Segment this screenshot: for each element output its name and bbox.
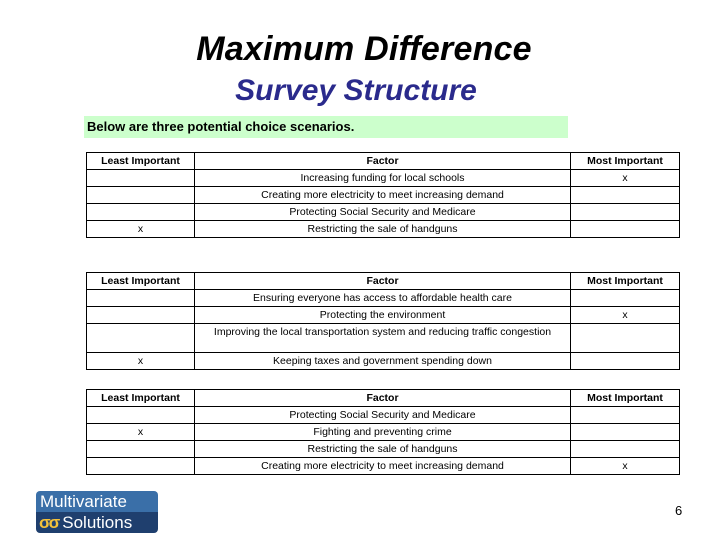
least-important-cell xyxy=(87,458,195,475)
least-important-cell xyxy=(87,307,195,324)
company-logo xyxy=(36,491,158,533)
factor-cell: Restricting the sale of handguns xyxy=(195,441,571,458)
factor-cell: Creating more electricity to meet increasing demand xyxy=(195,187,571,204)
table-row xyxy=(87,424,680,441)
factor-cell: Protecting the environment xyxy=(195,307,571,324)
most-important-cell xyxy=(571,424,680,441)
choice-scenario-3 xyxy=(86,389,680,475)
factor-cell: Protecting Social Security and Medicare xyxy=(195,407,571,424)
most-important-cell xyxy=(571,187,680,204)
logo-line-2: Solutions xyxy=(62,513,133,532)
table-row xyxy=(87,221,680,238)
table-row xyxy=(87,353,680,370)
table-row xyxy=(87,407,680,424)
most-important-cell xyxy=(571,221,680,238)
least-important-cell xyxy=(87,441,195,458)
header-most-important: Most Important xyxy=(571,390,680,407)
factor-cell: Keeping taxes and government spending down xyxy=(195,353,571,370)
most-important-cell xyxy=(571,290,680,307)
most-important-cell xyxy=(571,204,680,221)
choice-scenario-1 xyxy=(86,152,680,238)
factor-cell: Increasing funding for local schools xyxy=(195,170,571,187)
table-header-row xyxy=(87,273,680,290)
most-important-cell: x xyxy=(571,170,680,187)
slide-subtitle: Survey Structure xyxy=(235,74,477,107)
most-important-cell xyxy=(571,324,680,353)
table-row xyxy=(87,324,680,353)
logo-line-1: Multivariate xyxy=(36,491,158,512)
most-important-cell: x xyxy=(571,458,680,475)
most-important-cell xyxy=(571,353,680,370)
header-least-important: Least Important xyxy=(87,153,195,170)
least-important-cell xyxy=(87,170,195,187)
logo-line-2-row xyxy=(36,512,158,533)
table-row xyxy=(87,307,680,324)
table-row xyxy=(87,170,680,187)
least-important-cell: x xyxy=(87,353,195,370)
least-important-cell xyxy=(87,290,195,307)
header-least-important: Least Important xyxy=(87,390,195,407)
least-important-cell xyxy=(87,187,195,204)
header-least-important: Least Important xyxy=(87,273,195,290)
least-important-cell xyxy=(87,407,195,424)
least-important-cell xyxy=(87,324,195,353)
header-most-important: Most Important xyxy=(571,153,680,170)
table-row xyxy=(87,187,680,204)
choice-scenario-2 xyxy=(86,272,680,370)
page-number: 6 xyxy=(675,503,683,518)
table-row xyxy=(87,458,680,475)
factor-cell: Creating more electricity to meet increasing demand xyxy=(195,458,571,475)
factor-cell: Restricting the sale of handguns xyxy=(195,221,571,238)
header-factor: Factor xyxy=(195,273,571,290)
intro-banner: Below are three potential choice scenarios. xyxy=(84,116,568,138)
table-header-row xyxy=(87,153,680,170)
slide-title: Maximum Difference xyxy=(196,30,532,68)
header-most-important: Most Important xyxy=(571,273,680,290)
factor-cell: Improving the local transportation system and reducing traffic congestion xyxy=(195,324,571,353)
factor-cell: Protecting Social Security and Medicare xyxy=(195,204,571,221)
factor-cell: Ensuring everyone has access to affordable health care xyxy=(195,290,571,307)
least-important-cell: x xyxy=(87,221,195,238)
table-header-row xyxy=(87,390,680,407)
table-row xyxy=(87,290,680,307)
table-row xyxy=(87,204,680,221)
logo-mark-icon: σσ xyxy=(39,513,59,532)
header-factor: Factor xyxy=(195,153,571,170)
least-important-cell: x xyxy=(87,424,195,441)
header-factor: Factor xyxy=(195,390,571,407)
most-important-cell xyxy=(571,441,680,458)
table-row xyxy=(87,441,680,458)
least-important-cell xyxy=(87,204,195,221)
most-important-cell: x xyxy=(571,307,680,324)
most-important-cell xyxy=(571,407,680,424)
factor-cell: Fighting and preventing crime xyxy=(195,424,571,441)
